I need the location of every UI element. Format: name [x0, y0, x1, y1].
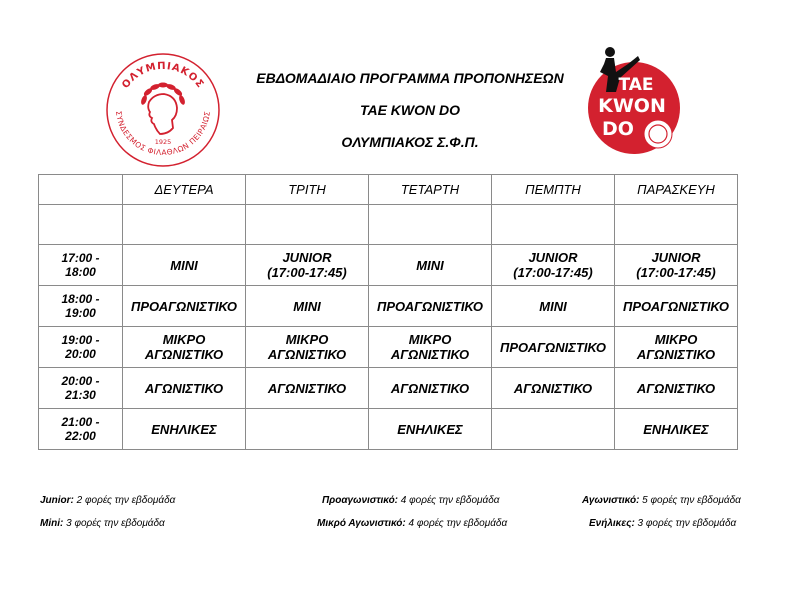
class-cell — [492, 286, 615, 327]
cell-line: 17:00 - — [61, 251, 100, 265]
table-row — [39, 286, 738, 327]
cell-line: ΑΓΩΝΙΣΤΙΚΟ — [390, 380, 470, 396]
class-cell — [615, 327, 738, 368]
empty-cell — [369, 205, 492, 245]
class-cell — [123, 327, 246, 368]
day-header: ΤΡΙΤΗ — [246, 175, 369, 205]
cell-line: JUNIOR — [528, 250, 578, 265]
logo-do: DO — [602, 118, 634, 140]
empty-cell — [123, 205, 246, 245]
day-header: ΔΕΥΤΕΡΑ — [123, 175, 246, 205]
cell-line: ΕΝΗΛΙΚΕΣ — [643, 421, 709, 437]
empty-cell — [492, 205, 615, 245]
legend-enilikes — [589, 518, 736, 529]
legend-enilikes-text: 3 φορές την εβδομάδα — [634, 518, 737, 529]
table-header-row — [39, 175, 738, 205]
class-cell — [369, 409, 492, 450]
time-slot — [39, 286, 123, 327]
olympiacos-logo — [104, 50, 222, 168]
class-cell — [492, 327, 615, 368]
cell-line: ΑΓΩΝΙΣΤΙΚΟ — [267, 347, 347, 362]
class-cell — [123, 409, 246, 450]
legend-mini-text: 3 φορές την εβδομάδα — [63, 518, 165, 529]
class-cell — [246, 286, 369, 327]
page-title: ΕΒΔΟΜΑΔΙΑΙΟ ΠΡΟΓΡΑΜΜΑ ΠΡΟΠΟΝΗΣΕΩΝ — [256, 70, 564, 86]
legend-mikro — [317, 518, 507, 529]
cell-line: MINI — [539, 298, 567, 314]
cell-line: ΑΓΩΝΙΣΤΙΚΟ — [144, 347, 224, 362]
cell-line: ΕΝΗΛΙΚΕΣ — [397, 421, 463, 437]
legend-mikro-text: 4 φορές την εβδομάδα — [405, 518, 508, 529]
table-empty-row — [39, 205, 738, 245]
empty-cell — [39, 205, 123, 245]
logo-tae: TAE — [618, 75, 654, 95]
cell-line: ΜΙΚΡΟ — [654, 332, 698, 347]
cell-line: ΠΡΟΑΓΩΝΙΣΤΙΚΟ — [622, 298, 729, 314]
class-cell — [369, 368, 492, 409]
time-slot — [39, 409, 123, 450]
logo-year: 1925 — [154, 138, 172, 146]
class-cell — [246, 245, 369, 286]
legend-junior-label: Junior: — [40, 495, 74, 506]
legend-junior — [40, 495, 175, 506]
cell-line: MINI — [170, 257, 198, 273]
table-row — [39, 245, 738, 286]
time-slot — [39, 368, 123, 409]
cell-line: ΕΝΗΛΙΚΕΣ — [151, 421, 217, 437]
legend-agonistiko-text: 5 φορές την εβδομάδα — [639, 495, 741, 506]
cell-line: 18:00 - — [61, 292, 100, 306]
schedule-table — [38, 174, 738, 450]
class-cell — [246, 409, 369, 450]
cell-line: ΜΙΚΡΟ — [162, 332, 206, 347]
class-cell — [369, 327, 492, 368]
cell-line: ΑΓΩΝΙΣΤΙΚΟ — [144, 380, 224, 396]
cell-line: ΑΓΩΝΙΣΤΙΚΟ — [636, 347, 716, 362]
cell-line: JUNIOR — [282, 250, 332, 265]
class-cell — [123, 368, 246, 409]
logo-kwon: KWON — [598, 95, 666, 117]
cell-line: ΠΡΟΑΓΩΝΙΣΤΙΚΟ — [376, 298, 483, 314]
cell-line: JUNIOR — [651, 250, 701, 265]
legend-mini-label: Mini: — [40, 518, 64, 529]
club-name: ΟΛΥΜΠΙΑΚΟΣ Σ.Φ.Π. — [341, 134, 479, 150]
table-row — [39, 368, 738, 409]
cell-line: ΠΡΟΑΓΩΝΙΣΤΙΚΟ — [499, 339, 606, 355]
cell-line: MINI — [416, 257, 444, 273]
header-corner — [39, 175, 123, 205]
class-cell — [246, 368, 369, 409]
cell-line: 22:00 — [65, 429, 96, 443]
class-cell — [123, 245, 246, 286]
logo-club-name: ΟΛΥΜΠΙΑΚΟΣ — [120, 60, 206, 91]
cell-line: (17:00-17:45) — [513, 265, 593, 280]
class-cell — [615, 245, 738, 286]
class-cell — [123, 286, 246, 327]
legend-agonistiko-label: Αγωνιστικό: — [582, 495, 640, 506]
class-cell — [492, 245, 615, 286]
title-block — [230, 62, 590, 158]
class-cell — [369, 245, 492, 286]
class-cell — [492, 368, 615, 409]
cell-line: 19:00 - — [61, 333, 100, 347]
cell-line: MINI — [293, 298, 321, 314]
cell-line: ΜΙΚΡΟ — [285, 332, 329, 347]
table-row — [39, 409, 738, 450]
cell-line: (17:00-17:45) — [636, 265, 716, 280]
empty-cell — [246, 205, 369, 245]
page-subtitle: TAE KWON DO — [359, 102, 461, 118]
time-slot — [39, 327, 123, 368]
class-cell — [615, 286, 738, 327]
cell-line: ΑΓΩΝΙΣΤΙΚΟ — [267, 380, 347, 396]
cell-line: ΑΓΩΝΙΣΤΙΚΟ — [390, 347, 470, 362]
table-row — [39, 327, 738, 368]
class-cell — [369, 286, 492, 327]
cell-line: ΑΓΩΝΙΣΤΙΚΟ — [513, 380, 593, 396]
time-slot — [39, 245, 123, 286]
class-cell — [615, 368, 738, 409]
legend-enilikes-label: Ενήλικες: — [589, 518, 635, 529]
class-cell — [492, 409, 615, 450]
cell-line: (17:00-17:45) — [267, 265, 347, 280]
taekwondo-logo — [582, 42, 692, 160]
legend-preagonistiko-label: Προαγωνιστικό: — [322, 495, 399, 506]
legend-preagonistiko-text: 4 φορές την εβδομάδα — [398, 495, 500, 506]
cell-line: ΜΙΚΡΟ — [408, 332, 452, 347]
day-header: ΠΑΡΑΣΚΕΥΗ — [615, 175, 738, 205]
day-header: ΤΕΤΑΡΤΗ — [369, 175, 492, 205]
cell-line: 19:00 — [65, 306, 96, 320]
cell-line: ΑΓΩΝΙΣΤΙΚΟ — [636, 380, 716, 396]
legend-junior-text: 2 φορές την εβδομάδα — [73, 495, 176, 506]
day-header: ΠΕΜΠΤΗ — [492, 175, 615, 205]
cell-line: 21:00 - — [61, 415, 100, 429]
empty-cell — [615, 205, 738, 245]
logo-club-text: ΣΥΝΔΕΣΜΟΣ ΦΙΛΑΘΛΩΝ ΠΕΙΡΑΙΩΣ — [114, 110, 212, 158]
cell-line: 18:00 — [65, 265, 96, 279]
cell-line: 20:00 — [65, 347, 96, 361]
class-cell — [246, 327, 369, 368]
legend-mikro-label: Μικρό Αγωνιστικό: — [317, 518, 406, 529]
cell-line: ΠΡΟΑΓΩΝΙΣΤΙΚΟ — [130, 298, 237, 314]
cell-line: 20:00 - — [61, 374, 100, 388]
legend-mini — [40, 518, 165, 529]
legend-agonistiko — [582, 495, 741, 506]
class-cell — [615, 409, 738, 450]
legend-preagonistiko — [322, 495, 499, 506]
cell-line: 21:30 — [65, 388, 96, 402]
